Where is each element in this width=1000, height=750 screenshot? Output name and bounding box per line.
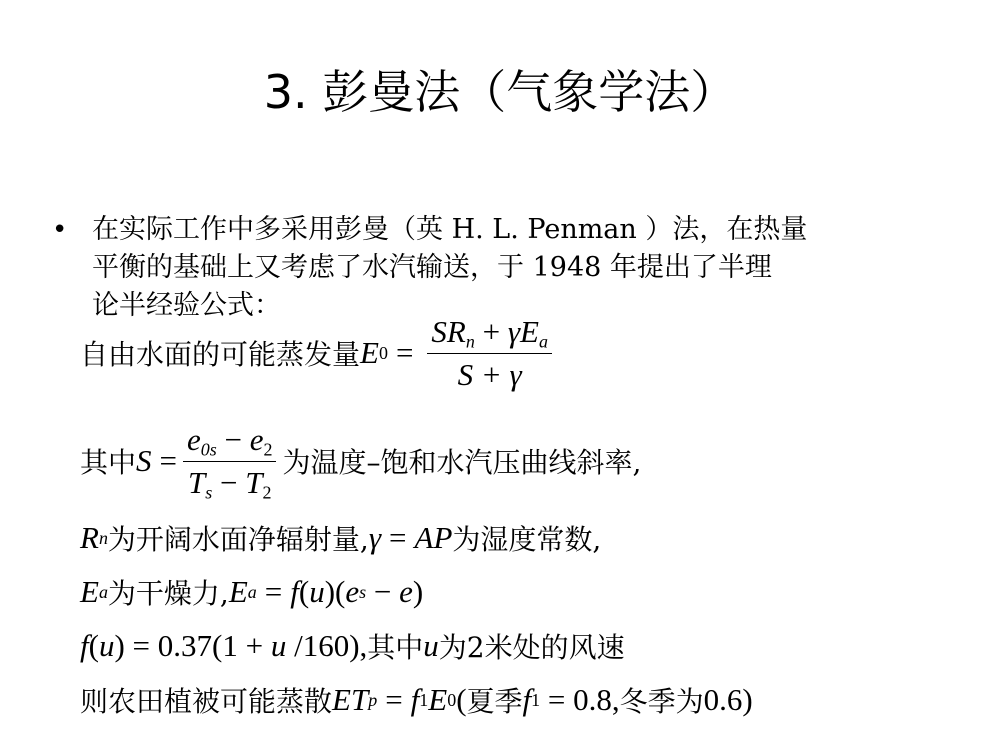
eq6-winter-val: 0.6) bbox=[703, 682, 753, 717]
equation-drying-power: E a 为干燥力, E a = f ( u )( e s − e ) bbox=[80, 574, 424, 610]
eq5-close: ) bbox=[114, 628, 125, 663]
eq3-ap: AP bbox=[414, 520, 453, 555]
eq2-num-b-sub: 2 bbox=[263, 439, 273, 460]
eq5-open: ( bbox=[88, 628, 99, 663]
eq2-num-a-sub: 0s bbox=[200, 439, 217, 460]
eq4-close2: ) bbox=[412, 574, 424, 609]
bullet-line-2: 平衡的基础上又考虑了水汽输送，于 1948 年提出了半理 bbox=[92, 252, 772, 283]
eq2-lhs: S bbox=[136, 443, 152, 479]
eq3-equals: = bbox=[389, 520, 407, 555]
eq3-desc2: 为湿度常数, bbox=[452, 523, 602, 556]
eq1-equals: = bbox=[395, 335, 414, 371]
eq2-den-a-sub: s bbox=[205, 482, 213, 503]
eq2-den-b: T bbox=[245, 464, 263, 500]
eq6-equals: = bbox=[385, 682, 403, 717]
eq6-winter: 冬季为 bbox=[619, 685, 704, 718]
eq1-denominator: S + γ bbox=[457, 356, 522, 392]
eq4-open1: ( bbox=[298, 574, 310, 609]
eq6-paren-open: ( bbox=[456, 682, 467, 717]
eq6-f: f bbox=[410, 682, 420, 717]
eq1-fraction bbox=[427, 314, 552, 392]
eq2-numerator bbox=[183, 422, 276, 462]
equation-net-radiation: R n 为开阔水面净辐射量, γ = AP 为湿度常数, bbox=[80, 520, 602, 556]
eq1-lhs: E bbox=[360, 335, 379, 371]
eq1-num-a: SR bbox=[431, 314, 466, 349]
eq3-desc1: 为开阔水面净辐射量, bbox=[107, 523, 369, 556]
eq2-den-b-sub: 2 bbox=[262, 482, 272, 503]
eq2-den-minus: − bbox=[220, 464, 238, 500]
eq2-num-minus: − bbox=[224, 422, 242, 457]
eq5-rest: = 0.37(1 + bbox=[124, 628, 271, 663]
eq1-num-b: γE bbox=[507, 314, 539, 349]
eq2-prefix: 其中 bbox=[80, 446, 137, 480]
eq5-u3: u bbox=[423, 628, 439, 663]
eq4-f: f bbox=[290, 574, 299, 609]
eq3-symbol: R bbox=[80, 520, 99, 555]
eq2-num-b: e bbox=[249, 422, 264, 457]
eq6-e: E bbox=[428, 682, 448, 717]
eq1-numerator bbox=[427, 314, 552, 354]
eq1-num-a-sub: n bbox=[465, 331, 475, 352]
eq2-num-a: e bbox=[187, 422, 201, 457]
eq4-e: e bbox=[345, 574, 360, 609]
eq1-label: 自由水面的可能蒸发量 bbox=[80, 338, 361, 372]
eq4-description: 为干燥力, bbox=[107, 577, 229, 610]
eq4-u: u bbox=[309, 574, 325, 609]
eq4-close1: )( bbox=[324, 574, 346, 609]
eq4-symbol: E bbox=[80, 574, 99, 609]
eq5-rest2: /160), bbox=[286, 628, 368, 663]
equation-wind-function bbox=[80, 626, 625, 666]
eq2-denominator bbox=[184, 462, 275, 501]
eq1-num-b-sub: a bbox=[538, 331, 548, 352]
eq3-gamma: γ bbox=[368, 520, 382, 555]
eq1-num-plus: + bbox=[482, 314, 501, 349]
eq2-fraction bbox=[183, 422, 276, 503]
eq5-u: u bbox=[98, 628, 115, 663]
eq6-summer-val: = 0.8, bbox=[540, 682, 620, 717]
eq4-lhs: E bbox=[228, 574, 248, 609]
eq6-lhs: ET bbox=[332, 682, 369, 717]
eq6-f2: f bbox=[522, 682, 532, 717]
eq4-minus: − bbox=[366, 574, 400, 609]
eq5-u2: u bbox=[270, 628, 287, 663]
equation-free-water-evaporation: 自由水面的可能蒸发量 E 0 = $\frac{SR_n + \gamma E_a}{S + \gamma}$ bbox=[80, 314, 558, 392]
eq2-equals: = bbox=[159, 443, 177, 479]
eq4-e2: e bbox=[399, 574, 413, 609]
equation-crop-evapotranspiration: 则农田植被可能蒸散 ET p = f 1 E 0 ( 夏季 f 1 = 0.8, 冬季为 0.6) bbox=[80, 682, 753, 718]
eq6-summer: 夏季 bbox=[466, 685, 523, 718]
eq2-description: 为温度–饱和水汽压曲线斜率, bbox=[282, 446, 642, 480]
equation-slope bbox=[80, 422, 642, 503]
eq5-f: f bbox=[80, 628, 89, 663]
eq2-den-a: T bbox=[188, 464, 206, 500]
eq6-label: 则农田植被可能蒸散 bbox=[80, 685, 333, 718]
bullet-line-3: 论半经验公式： bbox=[92, 290, 281, 321]
eq4-equals: = bbox=[264, 574, 283, 609]
page-title: 3. 彭曼法（气象学法） bbox=[263, 65, 737, 119]
bullet-marker: • bbox=[52, 215, 68, 245]
eq5-desc1: 其中 bbox=[367, 631, 424, 664]
bullet-line-1: 在实际工作中多采用彭曼（英 H. L. Penman ）法，在热量 bbox=[92, 214, 808, 245]
eq5-desc2: 为2米处的风速 bbox=[438, 631, 625, 664]
